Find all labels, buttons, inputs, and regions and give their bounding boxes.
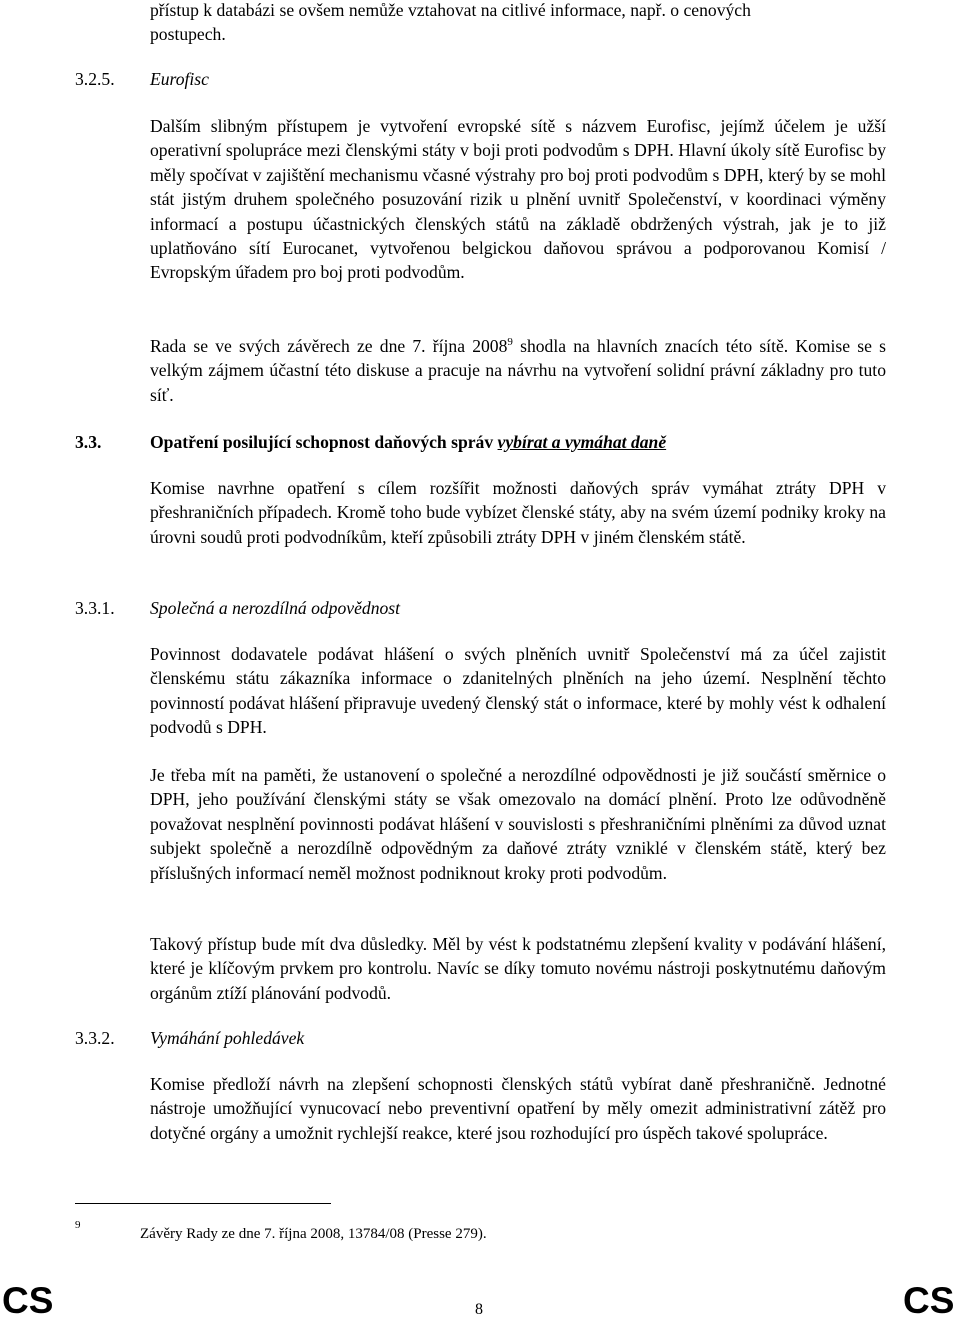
paragraph-text: Rada se ve svých závěrech ze dne 7. října 2008: [150, 336, 508, 356]
section-heading: [150, 430, 666, 454]
paragraph: Takový přístup bude mít dva důsledky. Měl by vést k podstatnému zlepšení kvality v podávání hlášení, které je klíčovým prvkem pro kontrolu. Navíc se díky tomuto novému nástroji poskytnutému daňovým orgánům ztíží plánování podvodů.: [150, 934, 886, 1003]
paragraph: Komise předloží návrh na zlepšení schopnosti členských států vybírat daně přeshraničně. Jednotné nástroje umožňující vynucovací nebo preventivní opatření by měly omezit administrativní zátěž pro dotyčné orgány a umožnit rychlejší reakce, které jsou rozhodující pro úspěch takové spolupráce.: [150, 1074, 886, 1143]
section-heading: Vymáhání pohledávek: [150, 1028, 305, 1048]
paragraph-text: shodla na hlavních znacích této sítě. Komise se s velkým zájmem účastní této diskuse a pracuje na návrhu na vytvoření solidní právní základny pro tuto síť.: [150, 336, 886, 405]
paragraph: Komise navrhne opatření s cílem rozšířit možnosti daňových správ vymáhat ztráty DPH v přeshraničních případech. Kromě toho bude vybízet členské státy, aby na svém území podniky kroky na úrovni soudů proti podvodníkům, kteří způsobili ztráty DPH v jiném členském státě.: [150, 478, 886, 547]
section-number: 3.3.1.: [75, 598, 115, 618]
paragraph: Je třeba mít na paměti, že ustanovení o společné a nerozdílné odpovědnosti je již součástí směrnice o DPH, jeho používání členskými státy se však omezovalo na domácí plnění. Proto lze odůvodněně považovat nesplnění povinnosti podávat hlášení v souvislosti s přeshraničními plněními za důvod uznat subjekt společně a nerozdílně odpovědným za daňové ztráty vzniklé v členském státě, který bez příslušných informací neměl možnost podniknout kroky proti podvodům.: [150, 765, 886, 883]
footer-language-left: CS: [2, 1280, 54, 1321]
footer-language-right: CS: [903, 1280, 955, 1321]
paragraph: Povinnost dodavatele podávat hlášení o svých plněních uvnitř Společenství má za účel zajistit členskému státu zákazníka informace o zdanitelných plněních na jeho území. Nesplnění těchto povinností podávat hlášení připravuje uvedený členský stát o informace, které by mohly vést k odhalení podvodů s DPH.: [150, 644, 886, 738]
footnote-ref: 9: [507, 336, 513, 348]
intro-line: postupech.: [150, 24, 226, 45]
intro-line: přístup k databázi se ovšem nemůže vztahovat na citlivé informace, např. o cenových: [150, 0, 751, 20]
heading-emphasis: vybírat a vymáhat daně: [497, 432, 667, 452]
heading-text: Opatření posilující schopnost daňových správ: [150, 432, 498, 452]
section-number: 3.2.5.: [75, 69, 115, 89]
footnote-number: 9: [75, 1219, 81, 1231]
section-heading: Eurofisc: [150, 69, 209, 89]
section-number: 3.3.2.: [75, 1028, 115, 1048]
paragraph: [150, 334, 886, 407]
intro-text: [150, 0, 886, 47]
paragraph: Dalším slibným přístupem je vytvoření evropské sítě s názvem Eurofisc, jejímž účelem je užší operativní spolupráce mezi členskými státy v boji proti podvodům s DPH. Hlavní úkoly sítě Eurofisc by měly spočívat v zajištění mechanismu včasné výstrahy pro boj proti podvodům s DPH, který by se mohl stát jistým druhem společného posuzování rizik u plnění uvnitř Společenství, v koordinaci výměny informací a postupu účastnických členských států na základě obdržených výstrah, jak je to již uplatňováno sítí Eurocanet, vytvořenou belgickou daňovou správou a podporovanou Komisí / Evropským úřadem pro boj proti podvodům.: [150, 116, 886, 283]
footnote-divider: [75, 1203, 331, 1204]
section-number: 3.3.: [75, 432, 102, 452]
page-number: 8: [475, 1301, 483, 1318]
section-heading: Společná a nerozdílná odpovědnost: [150, 598, 401, 618]
footnote-text: Závěry Rady ze dne 7. října 2008, 13784/08 (Presse 279).: [140, 1226, 487, 1242]
